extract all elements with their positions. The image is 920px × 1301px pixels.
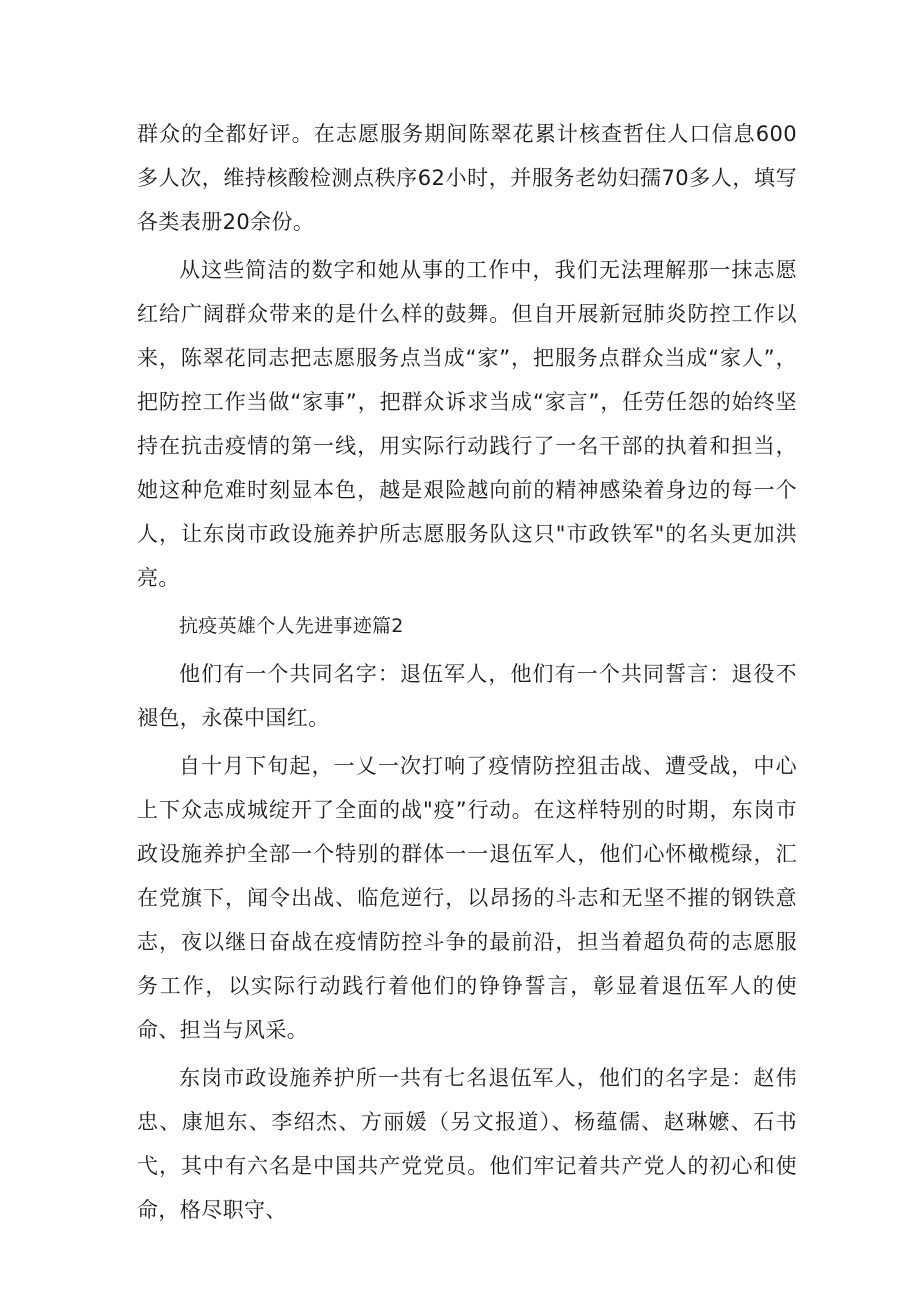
- paragraph: 东岗市政设施养护所一共有七名退伍军人，他们的名字是：赵伟忠、康旭东、李绍杰、方丽媛（另文报道）、杨蕴儒、赵琳嬷、石书弋，其中有六名是中国共产党党员。他们牢记着共产党人的初心和使命，格尽职守、: [137, 1066, 797, 1222]
- document-body: [137, 112, 797, 1232]
- paragraph: 自十月下旬起，一乂一次打响了疫情防控狙击战、遭受战，中心上下众志成城绽开了全面的战"疫”行动。在这样特别的时期，东岗市政设施养护全部一个特别的群体一一退伍军人，他们心怀橄榄绿，汇在党旗下，闻令出战、临危逆行，以昂扬的斗志和无坚不摧的钢铁意志，夜以继日奋战在疫情防控斗争的最前沿，担当着超负荷的志愿服务工作，以实际行动践行着他们的铮铮誓言，彰显着退伍军人的使命、担当与风采。: [137, 754, 797, 1042]
- section-title: 抗疫英雄个人先进事迹篇2: [179, 615, 404, 637]
- paragraph: 从这些简洁的数字和她从事的工作中，我们无法理解那一抹志愿红给广阔群众带来的是什么样的鼓舞。但自开展新冠肺炎防控工作以来，陈翠花同志把志愿服务点当成“家”，把服务点群众当成“家人”，把防控工作当做“家事”，把群众诉求当成“家言”，任劳任怨的始终坚持在抗击疫情的第一线，用实际行动践行了一名干部的执着和担当，她这种危难时刻显本色，越是艰险越向前的精神感染着身边的每一个人，让东岗市政设施养护所志愿服务队这只"市政铁军"的名头更加洪亮。: [137, 258, 797, 590]
- paragraph-continued: 群众的全都好评。在志愿服务期间陈翠花累计核查哲住人口信息600多人次，维持核酸检测点秩序62小时，并服务老幼妇孺70多人，填写各类表册20余份。: [137, 122, 797, 234]
- paragraph: 他们有一个共同名字：退伍军人，他们有一个共同誓言：退役不褪色，永葆中国红。: [137, 662, 797, 730]
